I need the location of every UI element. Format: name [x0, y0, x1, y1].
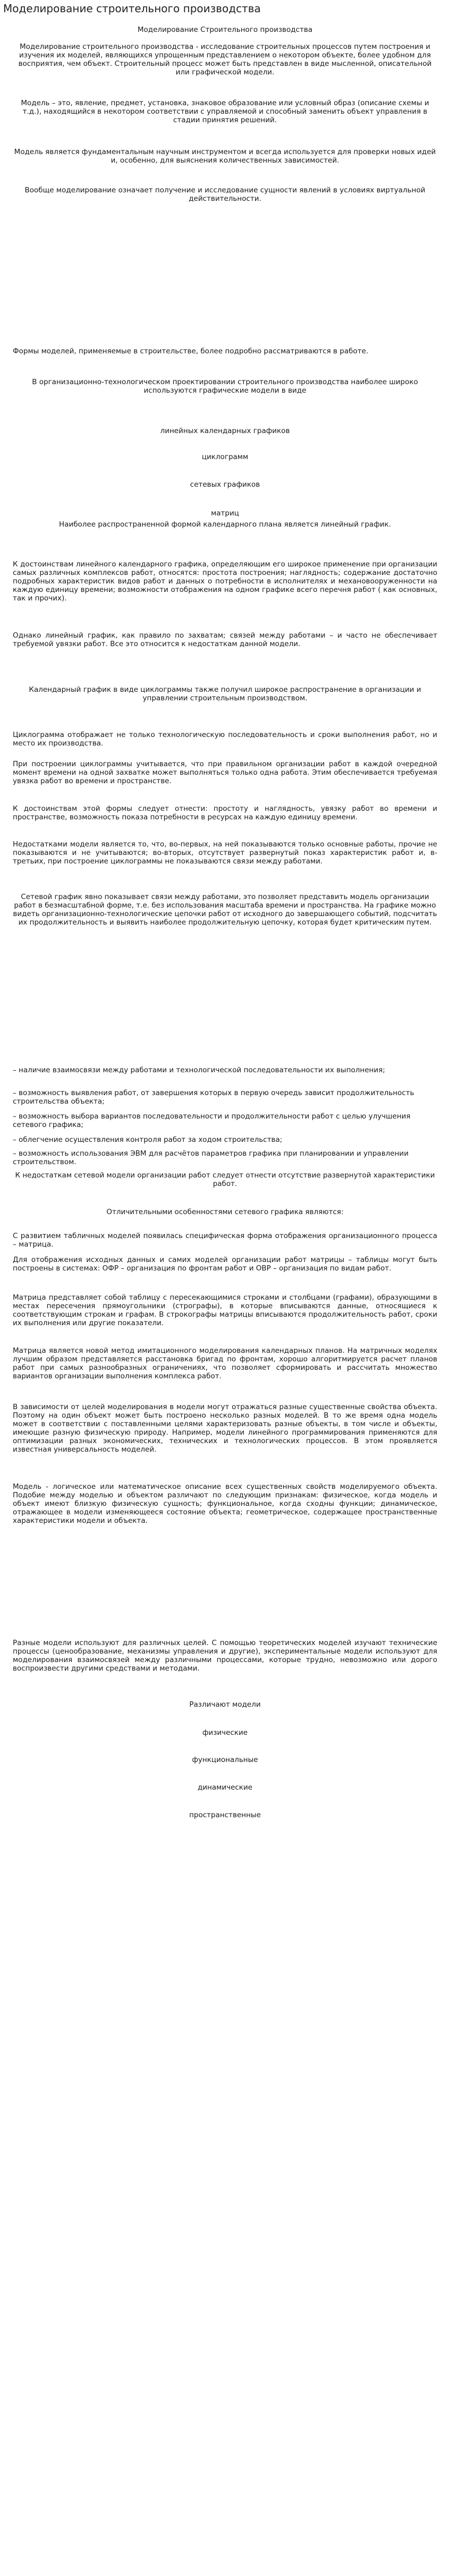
paragraph: динамические	[197, 1783, 253, 1792]
paragraph: – облегчение осуществления контроля работ за ходом строительства;	[13, 1136, 283, 1144]
paragraph: циклограмм	[201, 453, 249, 461]
paragraph: Формы моделей, применяемые в строительстве, более подробно рассматриваются в работе.	[13, 347, 369, 355]
paragraph: – возможность выявления работ, от завершения которых в первую очередь зависит продолжительность строительства объекта;	[13, 1089, 414, 1106]
paragraph: Циклограмма отображает не только технологическую последовательность и сроки выполнения работ, но и место их производства.	[13, 731, 437, 748]
paragraph: сетевых графиков	[190, 480, 260, 489]
paragraph: Однако линейный график, как правило по захватам; связей между работами – и часто не обеспечивает требуемой увязки работ. Все это относится к недостаткам данной модели.	[13, 631, 437, 648]
paragraph: Модель – это, явление, предмет, установка, знаковое образование или условный образ (описание схемы и т.д.), находящийся в некотором соответствии с управляемой и способный заменить объект управления в стадии принятия решений.	[21, 99, 429, 124]
paragraph: – наличие взаимосвязи между работами и технологической последовательности их выполнения;	[13, 1066, 385, 1074]
paragraph: При построении циклограммы учитывается, что при правильном организации работ в каждой очередной момент времени на одной захватке может выполняться только одна работа. Этим обеспечивается требуемая увязка работ во времени и пространстве.	[13, 760, 437, 785]
page-title: Моделирование строительного производства	[3, 2, 261, 15]
paragraph: Модель является фундаментальным научным инструментом и всегда используется для проверки новых идей и, особенно, для выяснения количественных зависимостей.	[14, 148, 436, 165]
paragraph: С развитием табличных моделей появилась специфическая форма отображения организационного процесса – матрица.	[13, 1232, 437, 1249]
paragraph: функциональные	[192, 1756, 258, 1764]
paragraph: Разные модели используют для различных целей. С помощью теоретических моделей изучают технические процессы (ценообразование, механизмы управления и другие), экспериментальные модели используют для моделирования взаимосвязей между различными процессами, которые трудно, невозможно или дорого воспроизвести другими средствами и методами.	[13, 1639, 437, 1673]
paragraph: Недостатками модели является то, что, во-первых, на ней показываются только основные работы, прочие не показываются и не учитываются; во-вторых, отсутствует развернутый показ характеристик работ и, в-третьих, при построение циклограммы не показываются связи между работами.	[13, 840, 437, 866]
paragraph: Модель - логическое или математическое описание всех существенных свойств моделируемого объекта. Подобие между моделью и объектом различают по следующим признакам: физическое, когда модель и объект имеют близкую физическую сущность; функциональное, когда сходны функции; динамическое, отражающее в модели изменяющееся состояние объекта; геометрическое, содержащее пространственные характеристики модели и объекта.	[13, 1482, 437, 1525]
paragraph: Вообще моделирование означает получение и исследование сущности явлений в условиях виртуальной действительности.	[24, 186, 426, 203]
paragraph: физические	[202, 1728, 248, 1737]
paragraph: – возможность использования ЭВМ для расчётов параметров графика при планировании и управлении строительством.	[13, 1149, 409, 1166]
paragraph: пространственные	[189, 1811, 261, 1819]
paragraph: К достоинствам линейного календарного графика, определяющим его широкое применение при организации самых различных комплексов работ, относятся: простота построения; наглядность; содержание достаточно подробных характеристик видов работ и данных о потребности в исполнителях и механовооруженности на каждую единицу времени; возможности отображения на одном графике всего перечня работ ( как основных, так и прочих).	[13, 560, 437, 603]
paragraph: Сетевой график явно показывает связи между работами, это позволяет представить модель организации работ в безмасштабной форме, т.е. без использования масштаба времени и пространства. На графике можно видеть организационно-технологические цепочки работ от исходного до завершающего событий, подсчитать их продолжительность и выявить наиболее продолжительную цепочку, которая будет критическим путем.	[13, 893, 437, 927]
paragraph: Моделирование Строительного производства	[137, 26, 313, 34]
paragraph: линейных календарных графиков	[160, 427, 290, 435]
paragraph: Наиболее распространенной формой календарного плана является линейный график.	[59, 520, 391, 529]
paragraph: В зависимости от целей моделирования в модели могут отражаться разные существенные свойства объекта. Поэтому на один объект может быть построено несколько разных моделей. В то же время одна модель может в соответствии с поставленными целями характеризовать разные объекты, в том числе и объекты, имеющие разную физическую природу. Например, модели линейного программирования применяются для оптимизации разных экономических, технических и технологических процессов. В этом проявляется известная универсальность моделей.	[13, 1403, 437, 1454]
paragraph: Отличительными особенностями сетевого графика являются:	[106, 1208, 344, 1216]
paragraph: Различают модели	[189, 1700, 261, 1709]
paragraph: В организационно-технологическом проектировании строительного производства наиболее широко используются графические модели в виде	[32, 378, 418, 395]
paragraph: К достоинствам этой формы следует отнести: простоту и наглядность, увязку работ во времени и пространстве, возможность показа потребности в ресурсах на каждую единицу времени.	[13, 804, 437, 821]
paragraph: Матрица представляет собой таблицу с пересекающимися строками и столбцами (графами), образующими в местах пересечения прямоугольники (стрографы), в которые вписываются данные, относящиеся к соответствующим строкам и графам. В строкографы матрицы вписываются продолжительность работ, сроки их выполнения или другие показатели.	[13, 1293, 437, 1327]
paragraph: матриц	[211, 509, 239, 518]
paragraph: Матрица является новой метод имитационного моделирования календарных планов. На матричных моделях лучшим образом представляется расстановка бригад по фронтам, хорошо алгоритмируется расчет планов работ при самых разнообразных ограничениях, что позволяет сформировать и рассчитать множество вариантов организации выполнения комплекса работ.	[13, 1346, 437, 1380]
paragraph: Календарный график в виде циклограммы также получил широкое распространение в организации и управлении строительным производством.	[29, 685, 421, 702]
paragraph: Моделирование строительного производства - исследование строительных процессов путем построения и изучения их моделей, являющихся упрощенным представлением о некотором объекте, более удобном для восприятия, чем объект. Строительный процесс может быть представлен в виде мысленной, описательной или графической модели.	[18, 43, 432, 77]
paragraph: Для отображения исходных данных и самих моделей организации работ матрицы – таблицы могут быть построены в системах: ОФР – организация по фронтам работ и ОВР – организация по видам работ.	[13, 1256, 437, 1273]
paragraph: К недостаткам сетевой модели организации работ следует отнести отсутствие развернутой характеристики работ.	[15, 1171, 435, 1188]
paragraph: – возможность выбора вариантов последовательности и продолжительности работ с целью улучшения сетевого графика;	[13, 1112, 411, 1129]
